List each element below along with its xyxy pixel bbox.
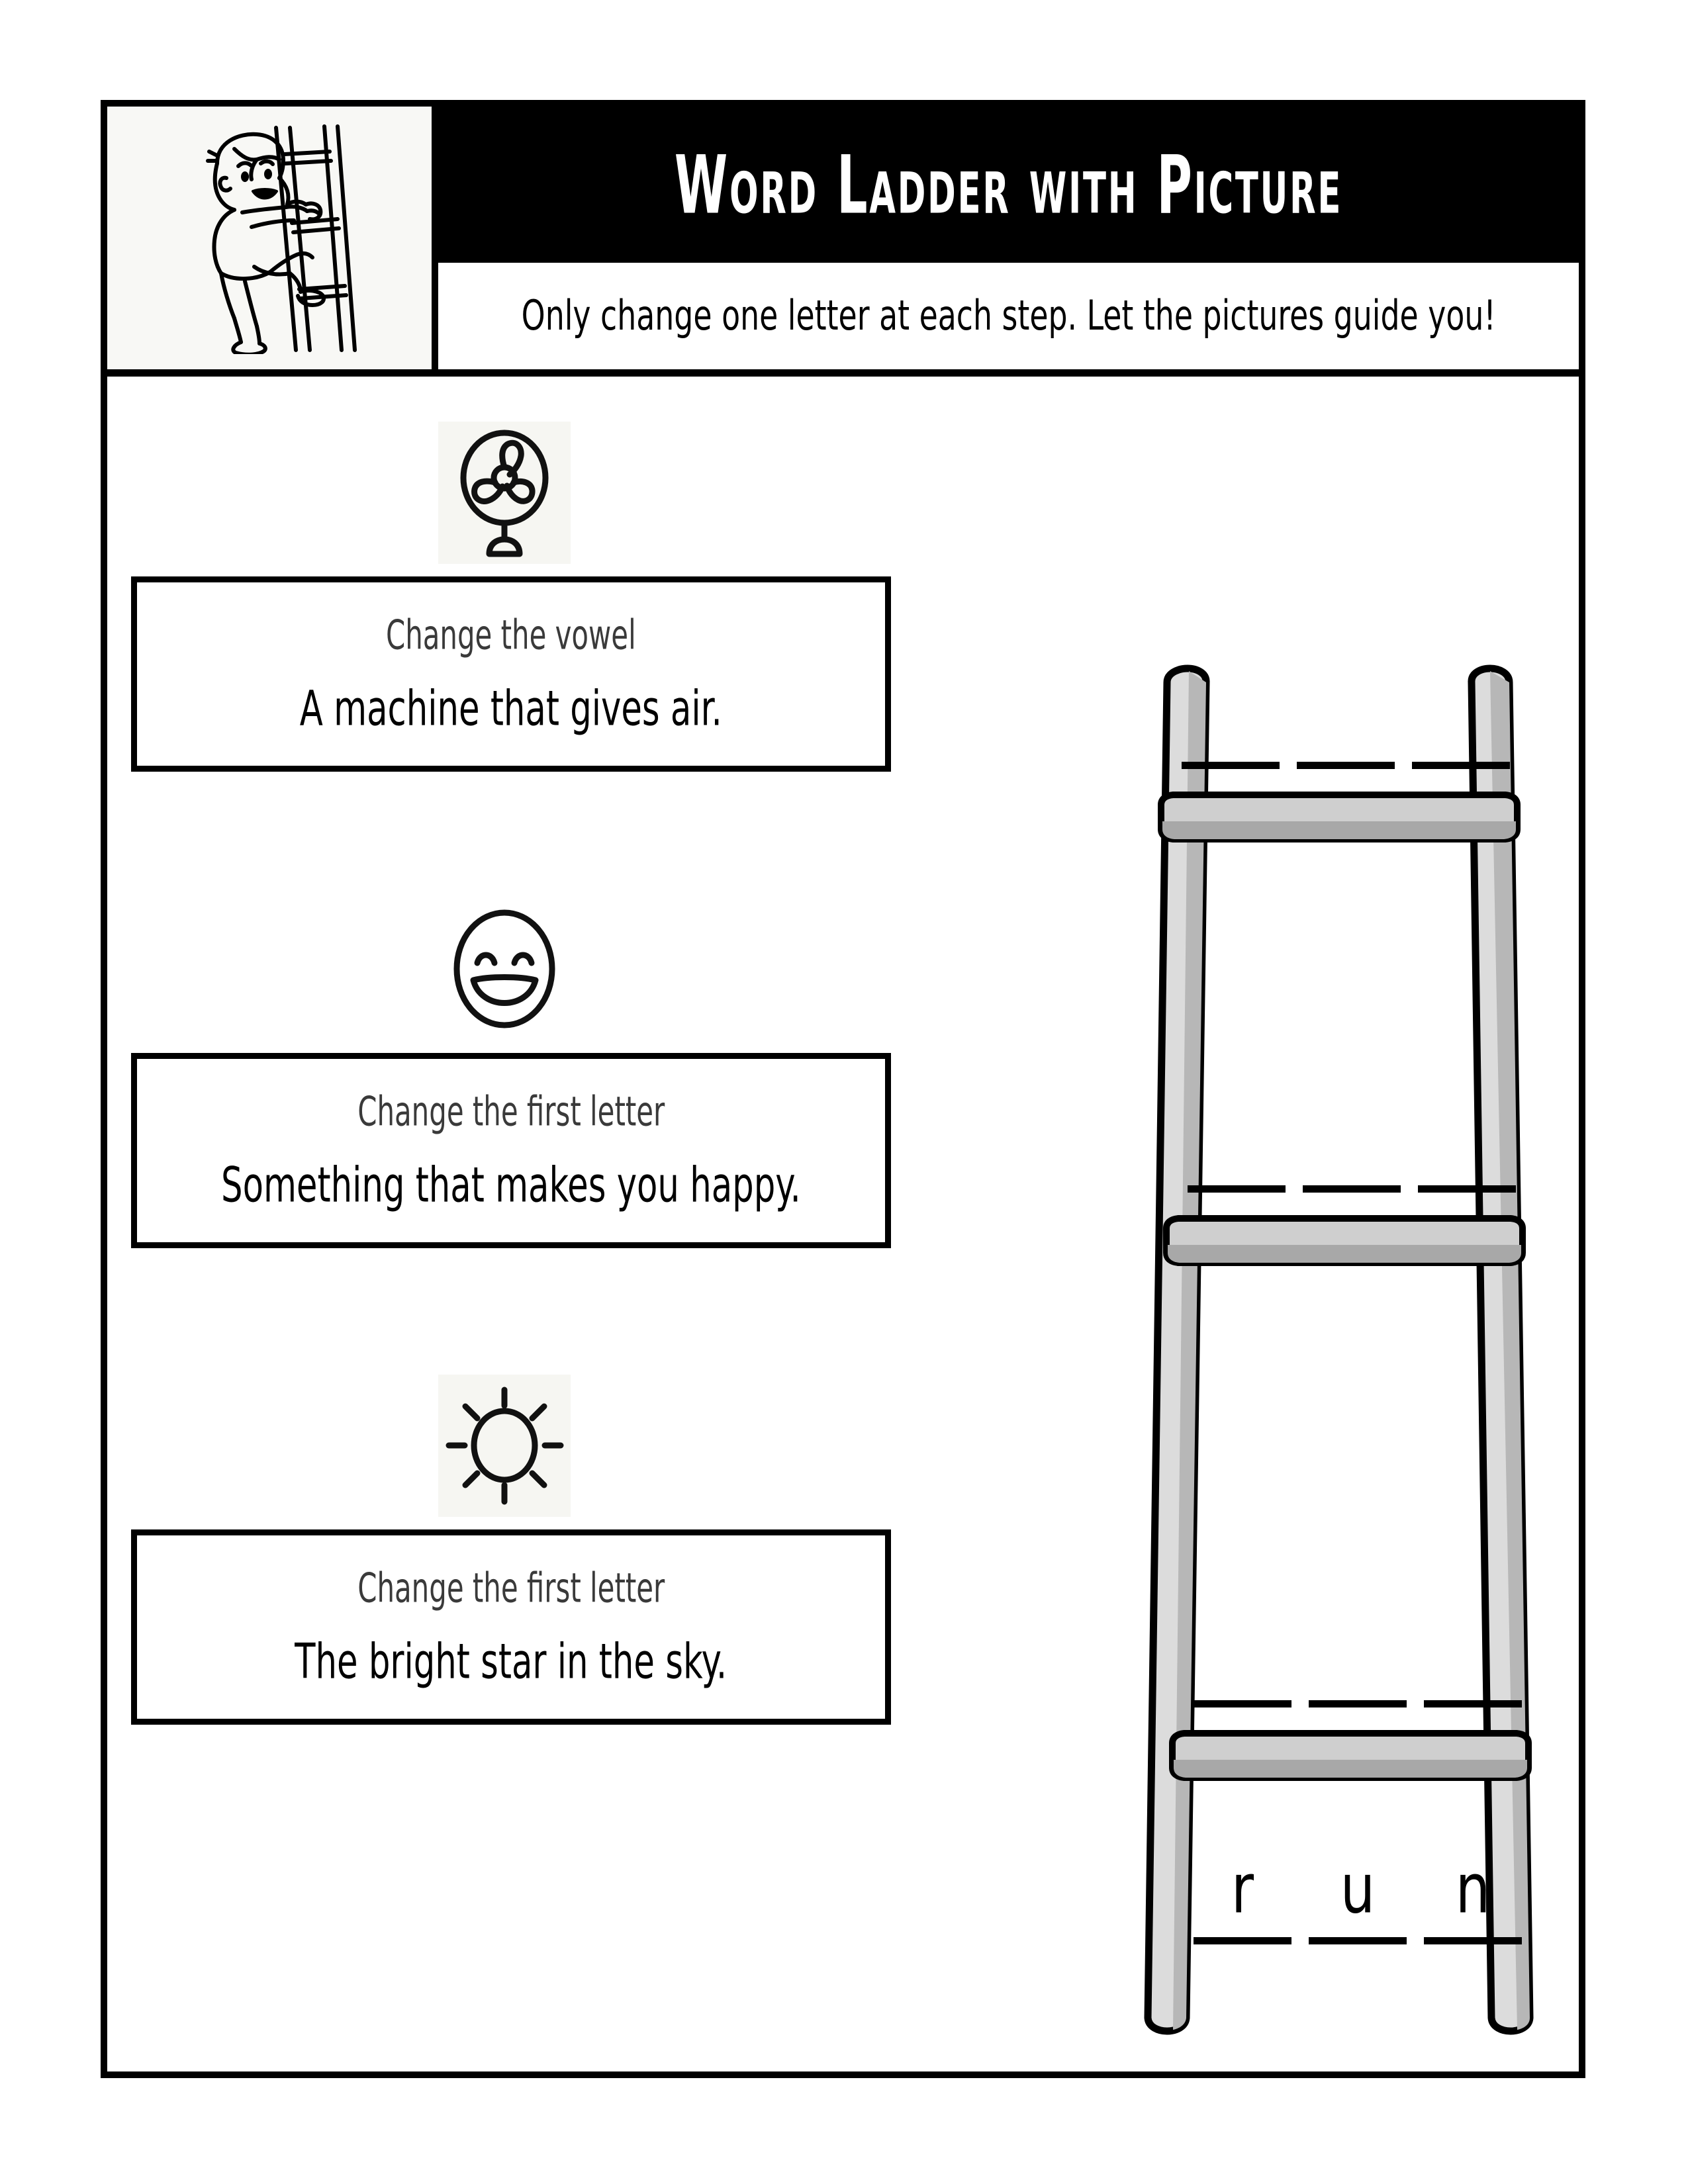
header-divider — [432, 107, 438, 370]
ladder-rung — [1166, 1218, 1523, 1263]
ladder-rung — [1172, 1733, 1528, 1778]
answer-blank[interactable] — [1188, 1185, 1286, 1193]
picture-clue — [107, 893, 902, 1045]
ladder-rail-right — [1472, 668, 1530, 2031]
worksheet-frame — [101, 100, 1585, 2078]
start-word-underline — [1309, 1937, 1407, 1944]
clue-column — [107, 377, 902, 2071]
clue-box — [131, 1529, 891, 1725]
clue-instruction: Change the vowel — [386, 611, 636, 659]
answer-blank[interactable] — [1309, 1700, 1407, 1707]
worksheet-header — [107, 107, 1579, 370]
ladder-rung — [1161, 795, 1517, 839]
clue-definition: A machine that gives air. — [300, 680, 722, 737]
fan-icon — [438, 422, 571, 564]
ladder-rail-left — [1148, 668, 1206, 2031]
ladder-graphic — [902, 377, 1592, 2071]
start-word-underline — [1194, 1937, 1291, 1944]
title-bar — [438, 107, 1579, 263]
ladder-illustration — [902, 377, 1592, 2071]
mascot-cell — [107, 107, 432, 370]
answer-blank[interactable] — [1182, 762, 1280, 769]
start-word-letter — [1424, 1849, 1522, 1944]
clue-definition: Something that makes you happy. — [221, 1157, 801, 1214]
start-word-letter — [1194, 1849, 1291, 1944]
start-word-letter-glyph: n — [1455, 1849, 1491, 1929]
answer-blank[interactable] — [1297, 762, 1395, 769]
start-word-letter-glyph: u — [1340, 1849, 1376, 1929]
clue-definition: The bright star in the sky. — [295, 1633, 727, 1690]
clue-instruction: Change the first letter — [357, 1087, 665, 1136]
answer-blank[interactable] — [1424, 1700, 1522, 1707]
picture-clue — [107, 416, 902, 569]
answer-blank[interactable] — [1418, 1185, 1516, 1193]
clue-instruction: Change the first letter — [357, 1564, 665, 1612]
answer-blanks-row[interactable] — [1194, 1700, 1522, 1707]
start-word — [1194, 1849, 1522, 1944]
answer-blanks-row[interactable] — [1188, 1185, 1516, 1193]
clue-box — [131, 576, 891, 772]
clue-box — [131, 1053, 891, 1248]
answer-blank[interactable] — [1194, 1700, 1291, 1707]
answer-blanks-row[interactable] — [1182, 762, 1510, 769]
picture-clue — [107, 1369, 902, 1522]
page-title: Word Ladder with Picture — [674, 137, 1343, 232]
start-word-letter — [1309, 1849, 1407, 1944]
header-bottom-rule — [107, 369, 1579, 377]
instructions-text: Only change one letter at each step. Let the pictures guide you! — [521, 292, 1496, 340]
start-word-underline — [1424, 1937, 1522, 1944]
boy-climbing-ladder-illustration — [160, 122, 379, 354]
sun-icon — [438, 1375, 571, 1517]
answer-blank[interactable] — [1303, 1185, 1401, 1193]
worksheet-body — [107, 377, 1579, 2071]
answer-blank[interactable] — [1412, 762, 1510, 769]
subtitle-bar — [438, 263, 1579, 369]
smiley-face-icon — [438, 898, 571, 1040]
start-word-letter-glyph: r — [1231, 1849, 1254, 1929]
